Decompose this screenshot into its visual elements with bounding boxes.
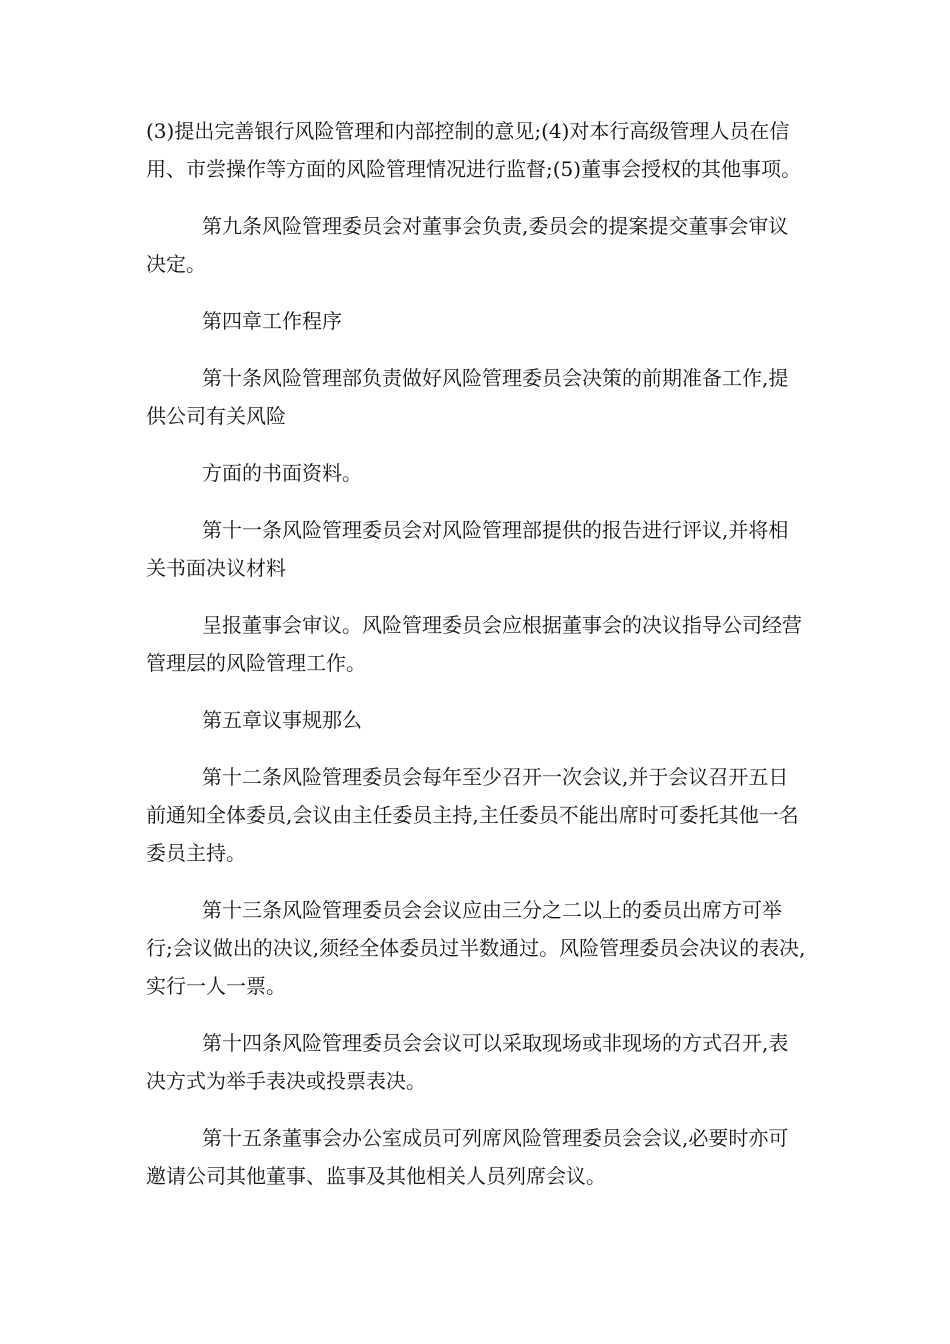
- paragraph-article-9: 第九条风险管理委员会对董事会负责,委员会的提案提交董事会审议决定。: [146, 214, 789, 276]
- paragraph-article-11-cont: 呈报董事会审议。风险管理委员会应根据董事会的决议指导公司经营管理层的风险管理工作。: [146, 613, 802, 675]
- paragraph-article-10-cont: 方面的书面资料。: [202, 461, 362, 485]
- paragraph-duties-list: (3)提出完善银行风险管理和内部控制的意见;(4)对本行高级管理人员在信用、市尝操作等方面的风险管理情况进行监督;(5)董事会授权的其他事项。: [146, 119, 802, 181]
- paragraph-article-13: 第十三条风险管理委员会会议应由三分之二以上的委员出席方可举行;会议做出的决议,须经全体委员过半数通过。风险管理委员会决议的表决,实行一人一票。: [146, 898, 806, 998]
- paragraph-article-10: 第十条风险管理部负责做好风险管理委员会决策的前期准备工作,提供公司有关风险: [146, 366, 789, 428]
- chapter-heading-5: 第五章议事规那么: [202, 708, 362, 732]
- document-body: [146, 112, 806, 1214]
- paragraph-article-14: 第十四条风险管理委员会会议可以采取现场或非现场的方式召开,表决方式为举手表决或投票表决。: [146, 1031, 789, 1093]
- paragraph-article-12: 第十二条风险管理委员会每年至少召开一次会议,并于会议召开五日前通知全体委员,会议由主任委员主持,主任委员不能出席时可委托其他一名委员主持。: [146, 765, 799, 865]
- paragraph-article-11: 第十一条风险管理委员会对风险管理部提供的报告进行评议,并将相关书面决议材料: [146, 518, 789, 580]
- chapter-heading-4: 第四章工作程序: [202, 309, 342, 333]
- paragraph-article-15: 第十五条董事会办公室成员可列席风险管理委员会会议,必要时亦可邀请公司其他董事、监事及其他相关人员列席会议。: [146, 1126, 789, 1188]
